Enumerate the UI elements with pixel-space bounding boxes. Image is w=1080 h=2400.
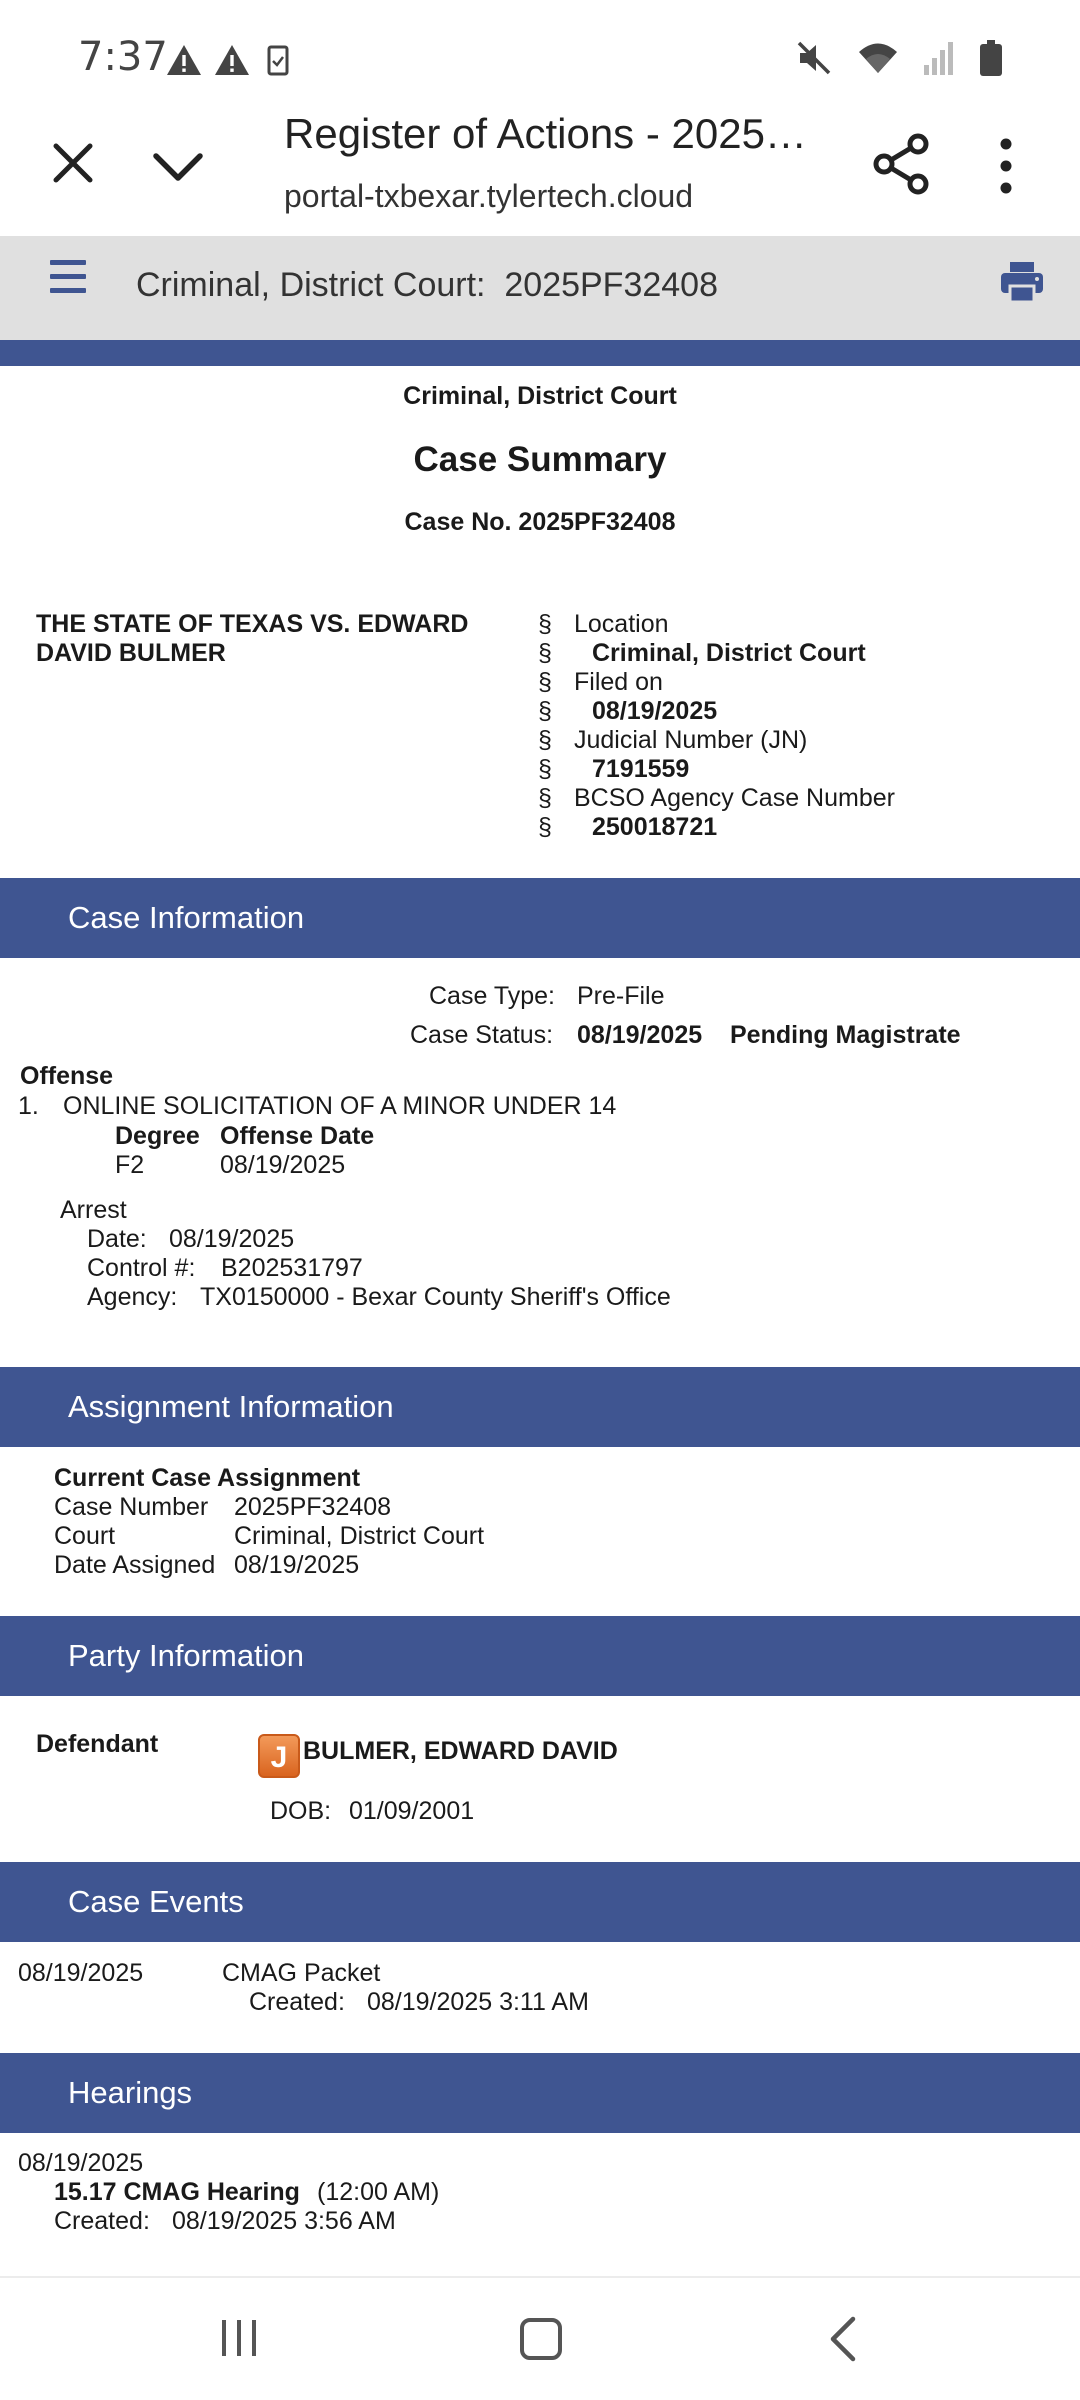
share-icon[interactable] <box>872 132 932 196</box>
mute-icon <box>796 40 832 76</box>
case-type-value: Pre-File <box>577 982 665 1010</box>
detail-label: Filed on <box>574 668 663 696</box>
hearing-created-label: Created: <box>54 2207 150 2235</box>
hearing-name[interactable]: 15.17 CMAG Hearing <box>54 2178 300 2206</box>
case-number: Case No. 2025PF32408 <box>404 508 676 536</box>
agency-label: Agency: <box>87 1283 178 1311</box>
battery-icon <box>980 40 1002 76</box>
wifi-icon <box>858 41 898 75</box>
party-name[interactable]: BULMER, EDWARD DAVID <box>303 1737 618 1765</box>
assignment-court: Criminal, District Court <box>234 1522 485 1550</box>
hearing-created: 08/19/2025 3:56 AM <box>172 2207 396 2235</box>
section-case-information: Case Information <box>0 878 1080 958</box>
event-name[interactable]: CMAG Packet <box>222 1959 381 1987</box>
status-bar <box>0 0 1080 110</box>
back-icon[interactable] <box>828 2316 858 2362</box>
court-name: Criminal, District Court <box>403 382 677 410</box>
clipboard-icon <box>266 44 290 76</box>
status-time: 7:37 <box>78 34 168 80</box>
offense-date-label: Offense Date <box>220 1122 375 1150</box>
section-party-information: Party Information <box>0 1616 1080 1696</box>
detail-label: Location <box>574 610 669 638</box>
home-icon[interactable] <box>520 2318 562 2360</box>
section-symbol: § <box>538 784 552 812</box>
status-right-icons <box>796 40 1002 76</box>
system-nav-bar <box>0 2276 1080 2400</box>
dob-value: 01/09/2001 <box>349 1797 475 1825</box>
date-assigned: 08/19/2025 <box>234 1551 360 1579</box>
app-header <box>0 236 1080 340</box>
offense-name: ONLINE SOLICITATION OF A MINOR UNDER 14 <box>63 1092 617 1120</box>
arrest-label: Arrest <box>60 1196 127 1224</box>
event-created: 08/19/2025 3:11 AM <box>367 1988 589 2016</box>
header-strip <box>0 340 1080 366</box>
assignment-case-number: 2025PF32408 <box>234 1493 392 1521</box>
offense-label: Offense <box>20 1062 114 1090</box>
detail-value: 08/19/2025 <box>592 697 718 725</box>
signal-icon <box>924 41 954 75</box>
recent-apps-icon[interactable] <box>218 2318 260 2358</box>
chevron-down-icon[interactable] <box>150 146 206 186</box>
arrest-date-value: 08/19/2025 <box>169 1225 295 1253</box>
section-symbol: § <box>538 755 552 783</box>
event-created-label: Created: <box>249 1988 345 2016</box>
degree-label: Degree <box>115 1122 200 1150</box>
control-label: Control #: <box>87 1254 196 1282</box>
browser-page-title: Register of Actions - 2025… <box>284 110 807 157</box>
browser-toolbar <box>0 110 1080 236</box>
page-title: Case Summary <box>413 440 667 479</box>
assignment-case-number-label: Case Number <box>54 1493 209 1521</box>
hearing-date: 08/19/2025 <box>18 2149 144 2177</box>
control-value: B202531797 <box>221 1254 363 1282</box>
detail-value: Criminal, District Court <box>592 639 866 667</box>
agency-value: TX0150000 - Bexar County Sheriff's Office <box>200 1283 671 1311</box>
case-status-value: Pending Magistrate <box>730 1021 961 1049</box>
arrest-date-label: Date: <box>87 1225 147 1253</box>
detail-value: 250018721 <box>592 813 718 841</box>
section-symbol: § <box>538 668 552 696</box>
detail-label: BCSO Agency Case Number <box>574 784 895 812</box>
more-options-icon[interactable] <box>990 134 1022 198</box>
section-hearings: Hearings <box>0 2053 1080 2133</box>
detail-label: Judicial Number (JN) <box>574 726 808 754</box>
assignment-court-label: Court <box>54 1522 116 1550</box>
case-status-label: Case Status: <box>410 1021 554 1049</box>
section-symbol: § <box>538 813 552 841</box>
hamburger-menu-icon[interactable] <box>50 260 86 294</box>
section-assignment-information: Assignment Information <box>0 1367 1080 1447</box>
dob-label: DOB: <box>270 1797 332 1825</box>
juvenile-badge-icon: J <box>258 1734 300 1778</box>
case-style: THE STATE OF TEXAS VS. EDWARD DAVID BULMER <box>36 610 469 667</box>
case-details <box>538 610 895 842</box>
current-assignment-label: Current Case Assignment <box>54 1464 361 1492</box>
close-icon[interactable] <box>48 138 98 188</box>
warning-icon <box>214 44 250 76</box>
offense-number: 1. <box>18 1092 39 1120</box>
app-header-title: Criminal, District Court: 2025PF32408 <box>136 266 719 304</box>
party-role: Defendant <box>36 1730 159 1758</box>
date-assigned-label: Date Assigned <box>54 1551 216 1579</box>
detail-value: 7191559 <box>592 755 690 783</box>
degree-value: F2 <box>115 1151 145 1179</box>
section-symbol: § <box>538 639 552 667</box>
case-type-label: Case Type: <box>429 982 556 1010</box>
case-status-date: 08/19/2025 <box>577 1021 703 1049</box>
section-symbol: § <box>538 726 552 754</box>
browser-url[interactable]: portal-txbexar.tylertech.cloud <box>284 178 694 214</box>
print-icon[interactable] <box>1000 260 1044 304</box>
section-symbol: § <box>538 610 552 638</box>
hearing-time: (12:00 AM) <box>317 2178 440 2206</box>
event-date: 08/19/2025 <box>18 1959 144 1987</box>
offense-date-value: 08/19/2025 <box>220 1151 346 1179</box>
warning-icon <box>166 44 202 76</box>
section-case-events: Case Events <box>0 1862 1080 1942</box>
section-symbol: § <box>538 697 552 725</box>
